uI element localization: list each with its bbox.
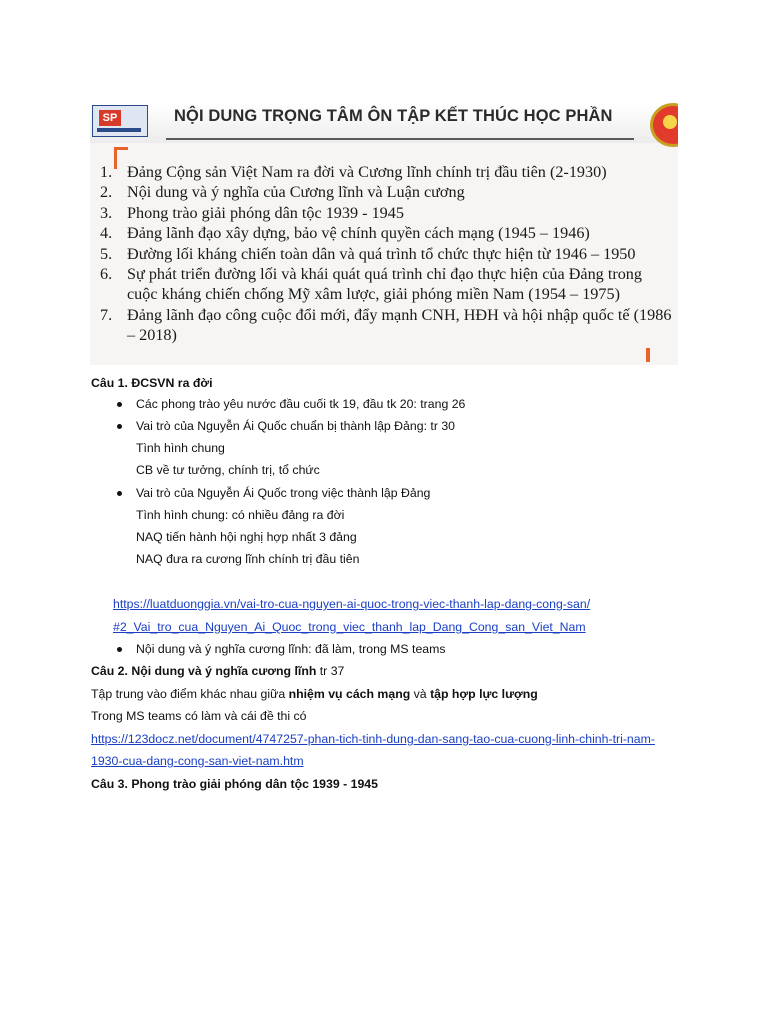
sub-text: Tình hình chung: có nhiều đảng ra đời	[136, 508, 345, 522]
bullet-icon	[117, 402, 122, 407]
reference-link[interactable]: 1930-cua-dang-cong-san-viet-nam.htm	[91, 754, 304, 768]
corner-accent-end	[646, 348, 650, 362]
emblem-icon	[650, 103, 678, 147]
section-heading: Câu 3. Phong trào giải phóng dân tộc 1939 - 1945	[91, 777, 378, 791]
topic-item: 7. Đảng lãnh đạo công cuộc đổi mới, đẩy mạnh CNH, HĐH và hội nhập quốc tế (1986 – 2018)	[100, 305, 672, 345]
topic-item: 4. Đảng lãnh đạo xây dựng, bảo vệ chính quyền cách mạng (1945 – 1946)	[100, 224, 590, 243]
topic-item: 1. Đảng Cộng sản Việt Nam ra đời và Cương lĩnh chính trị đầu tiên (2-1930)	[100, 163, 607, 181]
topic-item: 5. Đường lối kháng chiến toàn dân và quá trình tổ chức thực hiện từ 1946 – 1950	[100, 244, 636, 263]
bullet-text: Vai trò của Nguyễn Ái Quốc trong việc thành lập Đảng	[136, 486, 431, 500]
section-heading: Câu 2. Nội dung và ý nghĩa cương lĩnh tr 37	[91, 664, 345, 678]
logo-text: SP	[99, 110, 121, 126]
slide-topic-list	[100, 162, 675, 346]
sub-text: CB về tư tưởng, chính trị, tổ chức	[136, 463, 320, 477]
divider	[166, 138, 634, 140]
bullet-icon	[117, 424, 122, 429]
bullet-icon	[117, 647, 122, 652]
topic-item: 6. Sự phát triển đường lối và khái quát quá trình chỉ đạo thực hiện của Đảng trong cuộc kháng chiến chống Mỹ xâm lược, giải phóng miền Nam (1954 – 1975)	[100, 265, 642, 304]
body-text: Tập trung vào điểm khác nhau giữa nhiệm vụ cách mạng và tập hợp lực lượng	[91, 687, 538, 701]
slide-image	[90, 103, 678, 365]
bullet-text: Nội dung và ý nghĩa cương lĩnh: đã làm, trong MS teams	[136, 642, 446, 656]
university-logo	[92, 105, 148, 137]
bullet-icon	[117, 491, 122, 496]
sub-text: NAQ tiến hành hội nghị hợp nhất 3 đảng	[136, 530, 357, 544]
bullet-text: Các phong trào yêu nước đầu cuối tk 19, đầu tk 20: trang 26	[136, 397, 466, 411]
sub-text: NAQ đưa ra cương lĩnh chính trị đầu tiên	[136, 552, 360, 566]
bullet-text: Vai trò của Nguyễn Ái Quốc chuẩn bị thành lập Đảng: tr 30	[136, 419, 456, 433]
section-heading: Câu 1. ĐCSVN ra đời	[91, 376, 213, 390]
topic-item: 2. Nội dung và ý nghĩa của Cương lĩnh và Luận cương	[100, 183, 465, 202]
topic-item: 3. Phong trào giải phóng dân tộc 1939 - 1945	[100, 203, 404, 222]
sub-text: Tình hình chung	[136, 441, 225, 455]
slide-header	[90, 103, 678, 143]
slide-title: NỘI DUNG TRỌNG TÂM ÔN TẬP KẾT THÚC HỌC PHẦN	[174, 107, 613, 125]
reference-link[interactable]: https://123docz.net/document/4747257-phan-tich-tinh-dung-dan-sang-tao-cua-cuong-linh-chinh-tri-nam-	[91, 732, 655, 746]
body-text: Trong MS teams có làm và cái đề thi có	[91, 709, 307, 723]
reference-link[interactable]: #2_Vai_tro_cua_Nguyen_Ai_Quoc_trong_viec_thanh_lap_Dang_Cong_san_Viet_Nam	[113, 620, 586, 634]
reference-link[interactable]: https://luatduonggia.vn/vai-tro-cua-nguyen-ai-quoc-trong-viec-thanh-lap-dang-cong-san/	[113, 597, 591, 611]
